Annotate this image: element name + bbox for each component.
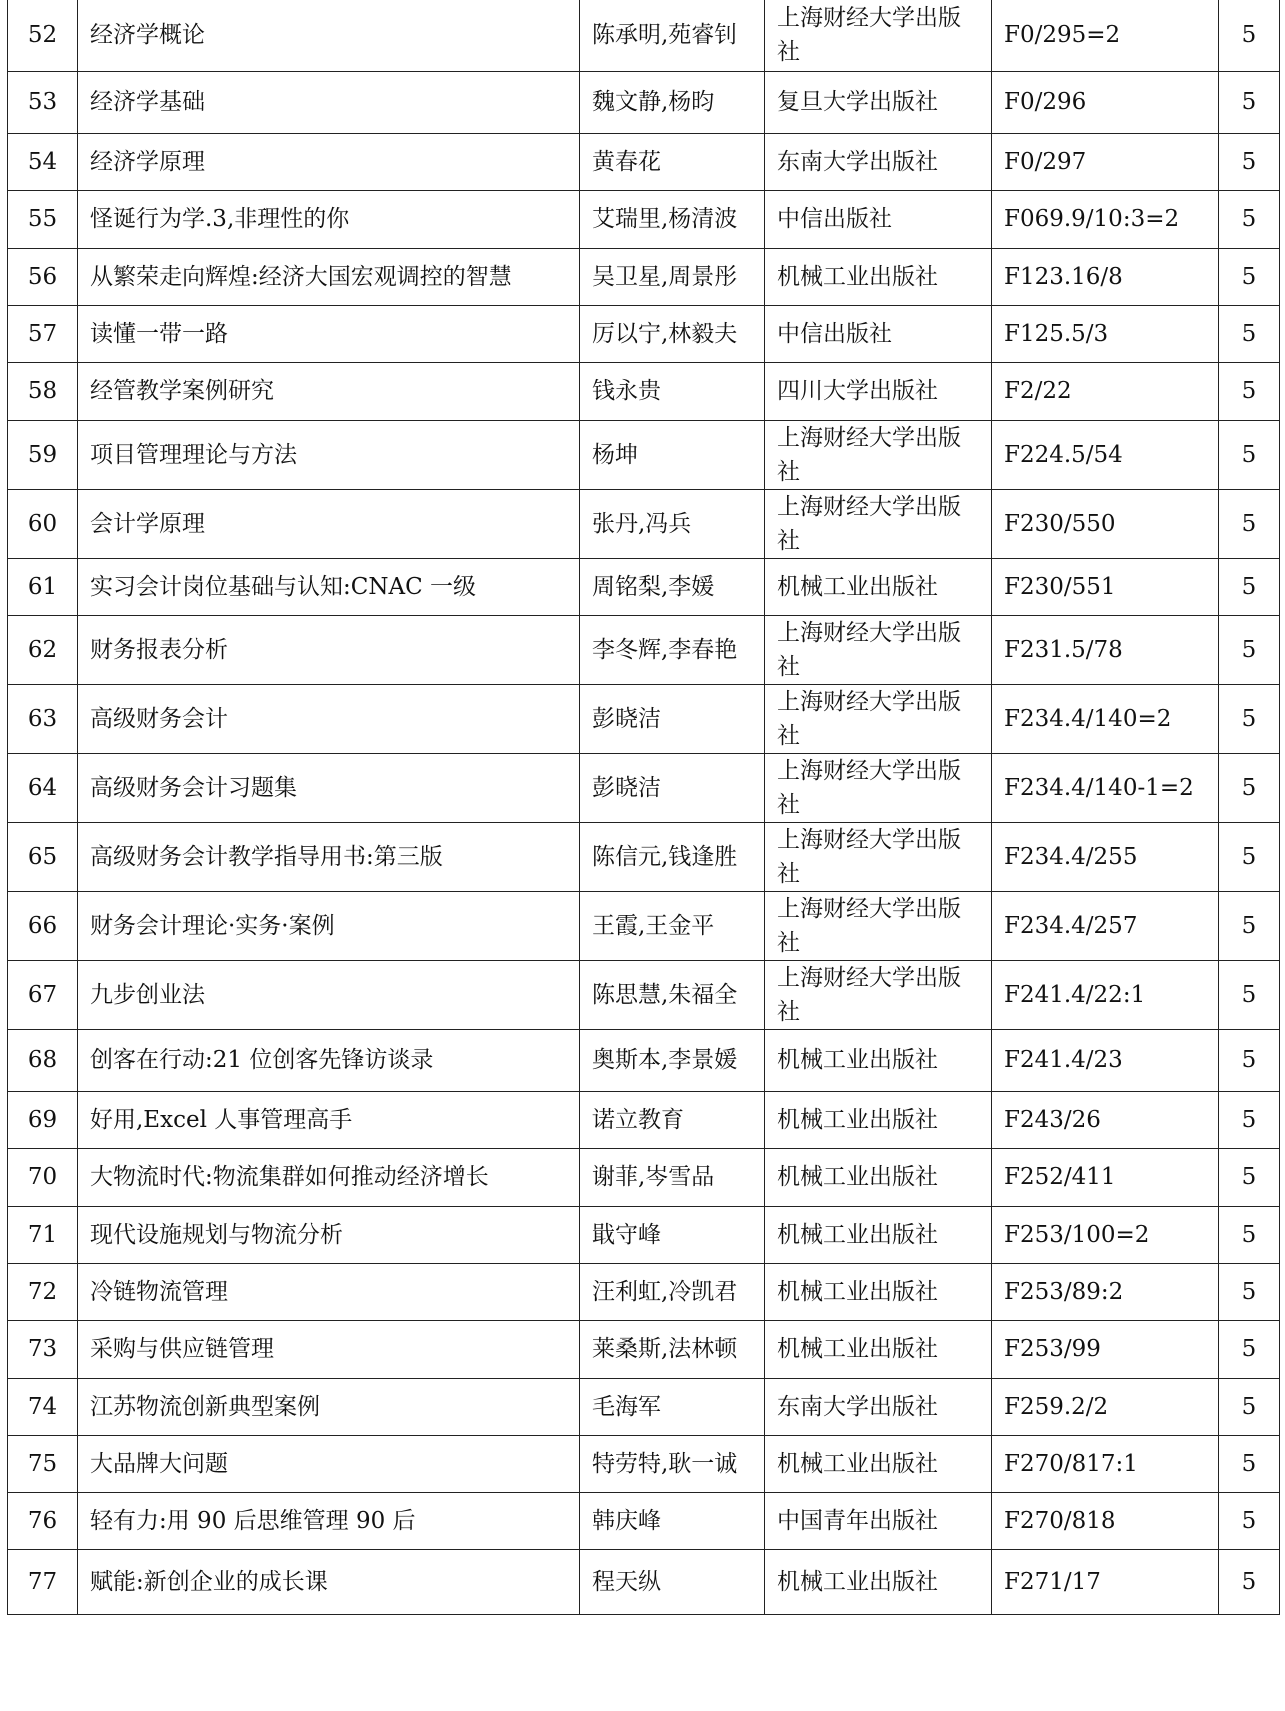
publisher-cell: 上海财经大学出版社 [765, 0, 992, 71]
table-row [8, 558, 1280, 615]
publisher-cell: 机械工业出版社 [765, 1029, 992, 1091]
table-row [8, 1549, 1280, 1614]
book-title-cell: 经济学原理 [78, 133, 580, 190]
author-cell: 杨坤 [580, 420, 765, 489]
publisher-cell: 上海财经大学出版社 [765, 753, 992, 822]
author-cell: 陈信元,钱逢胜 [580, 822, 765, 891]
call-number-cell: F123.16/8 [992, 248, 1219, 305]
call-number-cell: F231.5/78 [992, 615, 1219, 684]
call-number-cell: F271/17 [992, 1549, 1219, 1614]
author-cell: 奥斯本,李景媛 [580, 1029, 765, 1091]
copy-count-cell: 5 [1219, 1435, 1280, 1492]
author-cell: 李冬辉,李春艳 [580, 615, 765, 684]
publisher-cell: 上海财经大学出版社 [765, 891, 992, 960]
copy-count-cell: 5 [1219, 362, 1280, 420]
copy-count-cell: 5 [1219, 305, 1280, 362]
row-number-cell: 75 [8, 1435, 78, 1492]
book-title-cell: 财务会计理论·实务·案例 [78, 891, 580, 960]
book-title-cell: 九步创业法 [78, 960, 580, 1029]
call-number-cell: F253/89:2 [992, 1263, 1219, 1320]
book-title-cell: 经管教学案例研究 [78, 362, 580, 420]
author-cell: 陈思慧,朱福全 [580, 960, 765, 1029]
publisher-cell: 机械工业出版社 [765, 1435, 992, 1492]
publisher-cell: 机械工业出版社 [765, 1091, 992, 1148]
copy-count-cell: 5 [1219, 822, 1280, 891]
publisher-cell: 上海财经大学出版社 [765, 489, 992, 558]
row-number-cell: 53 [8, 71, 78, 133]
table-row [8, 684, 1280, 753]
row-number-cell: 70 [8, 1148, 78, 1206]
publisher-cell: 上海财经大学出版社 [765, 615, 992, 684]
book-title-cell: 采购与供应链管理 [78, 1320, 580, 1378]
book-title-cell: 好用,Excel 人事管理高手 [78, 1091, 580, 1148]
call-number-cell: F234.4/140-1=2 [992, 753, 1219, 822]
book-title-cell: 从繁荣走向辉煌:经济大国宏观调控的智慧 [78, 248, 580, 305]
call-number-cell: F259.2/2 [992, 1378, 1219, 1435]
copy-count-cell: 5 [1219, 190, 1280, 248]
author-cell: 黄春花 [580, 133, 765, 190]
table-row [8, 0, 1280, 71]
author-cell: 彭晓洁 [580, 753, 765, 822]
row-number-cell: 55 [8, 190, 78, 248]
copy-count-cell: 5 [1219, 1320, 1280, 1378]
call-number-cell: F243/26 [992, 1091, 1219, 1148]
publisher-cell: 东南大学出版社 [765, 1378, 992, 1435]
call-number-cell: F234.4/255 [992, 822, 1219, 891]
table-row [8, 1435, 1280, 1492]
author-cell: 艾瑞里,杨清波 [580, 190, 765, 248]
book-title-cell: 会计学原理 [78, 489, 580, 558]
author-cell: 吴卫星,周景彤 [580, 248, 765, 305]
book-title-cell: 赋能:新创企业的成长课 [78, 1549, 580, 1614]
publisher-cell: 东南大学出版社 [765, 133, 992, 190]
row-number-cell: 68 [8, 1029, 78, 1091]
book-list-table [7, 0, 1280, 1615]
row-number-cell: 64 [8, 753, 78, 822]
call-number-cell: F0/296 [992, 71, 1219, 133]
copy-count-cell: 5 [1219, 1148, 1280, 1206]
book-title-cell: 实习会计岗位基础与认知:CNAC 一级 [78, 558, 580, 615]
table-row [8, 1029, 1280, 1091]
book-title-cell: 怪诞行为学.3,非理性的你 [78, 190, 580, 248]
row-number-cell: 58 [8, 362, 78, 420]
book-title-cell: 经济学基础 [78, 71, 580, 133]
book-title-cell: 高级财务会计教学指导用书:第三版 [78, 822, 580, 891]
author-cell: 毛海军 [580, 1378, 765, 1435]
author-cell: 莱桑斯,法林顿 [580, 1320, 765, 1378]
author-cell: 陈承明,苑睿钊 [580, 0, 765, 71]
author-cell: 钱永贵 [580, 362, 765, 420]
row-number-cell: 54 [8, 133, 78, 190]
row-number-cell: 67 [8, 960, 78, 1029]
row-number-cell: 57 [8, 305, 78, 362]
call-number-cell: F0/295=2 [992, 0, 1219, 71]
author-cell: 戢守峰 [580, 1206, 765, 1263]
row-number-cell: 63 [8, 684, 78, 753]
book-title-cell: 项目管理理论与方法 [78, 420, 580, 489]
copy-count-cell: 5 [1219, 1029, 1280, 1091]
author-cell: 谢菲,岑雪品 [580, 1148, 765, 1206]
row-number-cell: 60 [8, 489, 78, 558]
call-number-cell: F241.4/22:1 [992, 960, 1219, 1029]
row-number-cell: 71 [8, 1206, 78, 1263]
row-number-cell: 59 [8, 420, 78, 489]
call-number-cell: F270/817:1 [992, 1435, 1219, 1492]
publisher-cell: 中国青年出版社 [765, 1492, 992, 1549]
copy-count-cell: 5 [1219, 615, 1280, 684]
table-row [8, 190, 1280, 248]
author-cell: 韩庆峰 [580, 1492, 765, 1549]
call-number-cell: F253/100=2 [992, 1206, 1219, 1263]
author-cell: 厉以宁,林毅夫 [580, 305, 765, 362]
copy-count-cell: 5 [1219, 753, 1280, 822]
publisher-cell: 机械工业出版社 [765, 1320, 992, 1378]
table-row [8, 615, 1280, 684]
copy-count-cell: 5 [1219, 420, 1280, 489]
book-title-cell: 高级财务会计 [78, 684, 580, 753]
table-row [8, 489, 1280, 558]
table-row [8, 1263, 1280, 1320]
table-row [8, 305, 1280, 362]
table-row [8, 420, 1280, 489]
publisher-cell: 上海财经大学出版社 [765, 960, 992, 1029]
row-number-cell: 65 [8, 822, 78, 891]
copy-count-cell: 5 [1219, 1206, 1280, 1263]
table-row [8, 822, 1280, 891]
row-number-cell: 74 [8, 1378, 78, 1435]
call-number-cell: F224.5/54 [992, 420, 1219, 489]
book-title-cell: 轻有力:用 90 后思维管理 90 后 [78, 1492, 580, 1549]
publisher-cell: 上海财经大学出版社 [765, 420, 992, 489]
publisher-cell: 上海财经大学出版社 [765, 684, 992, 753]
author-cell: 诺立教育 [580, 1091, 765, 1148]
table-row [8, 1148, 1280, 1206]
publisher-cell: 上海财经大学出版社 [765, 822, 992, 891]
call-number-cell: F230/551 [992, 558, 1219, 615]
book-title-cell: 冷链物流管理 [78, 1263, 580, 1320]
call-number-cell: F270/818 [992, 1492, 1219, 1549]
copy-count-cell: 5 [1219, 1492, 1280, 1549]
publisher-cell: 机械工业出版社 [765, 558, 992, 615]
call-number-cell: F2/22 [992, 362, 1219, 420]
table-row [8, 133, 1280, 190]
copy-count-cell: 5 [1219, 684, 1280, 753]
publisher-cell: 中信出版社 [765, 190, 992, 248]
book-title-cell: 江苏物流创新典型案例 [78, 1378, 580, 1435]
book-title-cell: 读懂一带一路 [78, 305, 580, 362]
book-title-cell: 财务报表分析 [78, 615, 580, 684]
call-number-cell: F234.4/257 [992, 891, 1219, 960]
author-cell: 程天纵 [580, 1549, 765, 1614]
author-cell: 王霞,王金平 [580, 891, 765, 960]
row-number-cell: 66 [8, 891, 78, 960]
row-number-cell: 72 [8, 1263, 78, 1320]
call-number-cell: F252/411 [992, 1148, 1219, 1206]
copy-count-cell: 5 [1219, 248, 1280, 305]
author-cell: 张丹,冯兵 [580, 489, 765, 558]
author-cell: 汪利虹,冷凯君 [580, 1263, 765, 1320]
copy-count-cell: 5 [1219, 1378, 1280, 1435]
book-title-cell: 高级财务会计习题集 [78, 753, 580, 822]
table-row [8, 1378, 1280, 1435]
author-cell: 周铭梨,李媛 [580, 558, 765, 615]
author-cell: 魏文静,杨昀 [580, 71, 765, 133]
copy-count-cell: 5 [1219, 489, 1280, 558]
book-title-cell: 创客在行动:21 位创客先锋访谈录 [78, 1029, 580, 1091]
copy-count-cell: 5 [1219, 1549, 1280, 1614]
publisher-cell: 机械工业出版社 [765, 1263, 992, 1320]
copy-count-cell: 5 [1219, 960, 1280, 1029]
table-row [8, 1091, 1280, 1148]
table-row [8, 362, 1280, 420]
call-number-cell: F241.4/23 [992, 1029, 1219, 1091]
row-number-cell: 69 [8, 1091, 78, 1148]
call-number-cell: F234.4/140=2 [992, 684, 1219, 753]
table-row [8, 891, 1280, 960]
copy-count-cell: 5 [1219, 1091, 1280, 1148]
book-list-table-container [7, 0, 1279, 1711]
row-number-cell: 62 [8, 615, 78, 684]
copy-count-cell: 5 [1219, 891, 1280, 960]
table-row [8, 71, 1280, 133]
copy-count-cell: 5 [1219, 1263, 1280, 1320]
copy-count-cell: 5 [1219, 558, 1280, 615]
call-number-cell: F253/99 [992, 1320, 1219, 1378]
copy-count-cell: 5 [1219, 0, 1280, 71]
row-number-cell: 52 [8, 0, 78, 71]
call-number-cell: F069.9/10:3=2 [992, 190, 1219, 248]
book-title-cell: 大物流时代:物流集群如何推动经济增长 [78, 1148, 580, 1206]
call-number-cell: F125.5/3 [992, 305, 1219, 362]
table-row [8, 1206, 1280, 1263]
book-title-cell: 大品牌大问题 [78, 1435, 580, 1492]
table-body [8, 0, 1280, 1614]
publisher-cell: 中信出版社 [765, 305, 992, 362]
call-number-cell: F230/550 [992, 489, 1219, 558]
author-cell: 特劳特,耿一诚 [580, 1435, 765, 1492]
publisher-cell: 机械工业出版社 [765, 1549, 992, 1614]
publisher-cell: 复旦大学出版社 [765, 71, 992, 133]
row-number-cell: 77 [8, 1549, 78, 1614]
author-cell: 彭晓洁 [580, 684, 765, 753]
row-number-cell: 73 [8, 1320, 78, 1378]
row-number-cell: 76 [8, 1492, 78, 1549]
table-row [8, 1320, 1280, 1378]
copy-count-cell: 5 [1219, 71, 1280, 133]
call-number-cell: F0/297 [992, 133, 1219, 190]
table-row [8, 753, 1280, 822]
publisher-cell: 机械工业出版社 [765, 1148, 992, 1206]
table-row [8, 1492, 1280, 1549]
table-row [8, 960, 1280, 1029]
table-row [8, 248, 1280, 305]
book-title-cell: 现代设施规划与物流分析 [78, 1206, 580, 1263]
publisher-cell: 机械工业出版社 [765, 248, 992, 305]
publisher-cell: 机械工业出版社 [765, 1206, 992, 1263]
copy-count-cell: 5 [1219, 133, 1280, 190]
row-number-cell: 61 [8, 558, 78, 615]
book-title-cell: 经济学概论 [78, 0, 580, 71]
publisher-cell: 四川大学出版社 [765, 362, 992, 420]
row-number-cell: 56 [8, 248, 78, 305]
